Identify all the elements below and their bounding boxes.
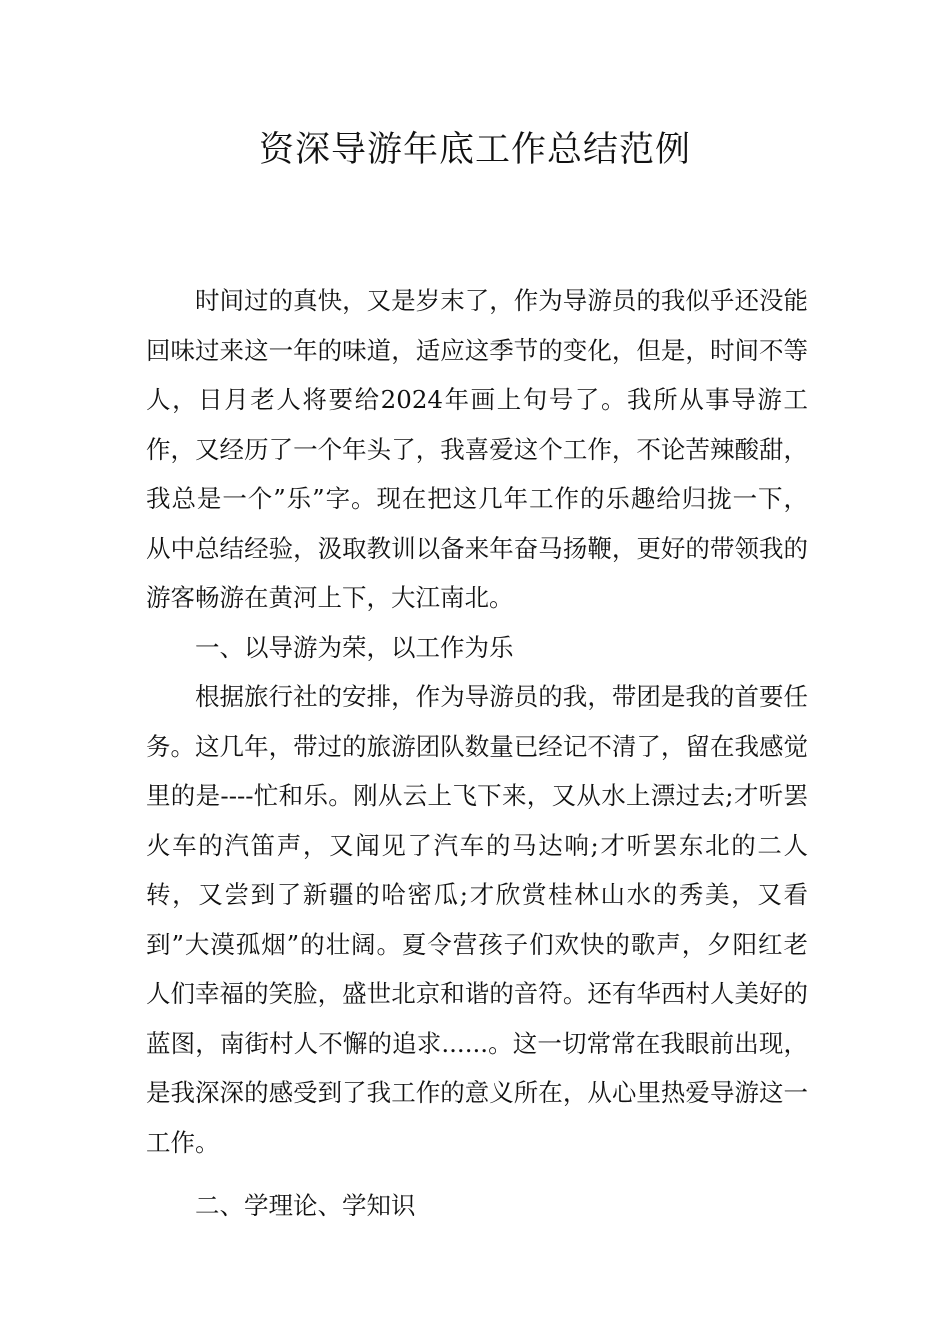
document-title: 资深导游年底工作总结范例 <box>258 130 691 170</box>
paragraph-section-1: 根据旅行社的安排，作为导游员的我，带团是我的首要任务。这几年，带过的旅游团队数量已经记不清了，留在我感觉里的是----忙和乐。刚从云上飞下来，又从水上漂过去;才听罢火车的汽笛声，又闻见了汽车的马达响;才听罢东北的二人转，又尝到了新疆的哈密瓜;才欣赏桂林山水的秀美，又看到”大漠孤烟”的壮阔。夏令营孩子们欢快的歌声，夕阳红老人们幸福的笑脸，盛世北京和谐的音符。还有华西村人美好的蓝图，南街村人不懈的追求......。这一切常常在我眼前出现，是我深深的感受到了我工作的意义所在，从心里热爱导游这一工作。 <box>146 682 808 1157</box>
paragraph-intro: 时间过的真快，又是岁末了，作为导游员的我似乎还没能回味过来这一年的味道，适应这季节的变化，但是，时间不等人，日月老人将要给2024年画上句号了。我所从事导游工作，又经历了一个年头了，我喜爱这个工作，不论苦辣酸甜，我总是一个”乐”字。现在把这几年工作的乐趣给归拢一下，从中总结经验，汲取教训以备来年奋马扬鞭，更好的带领我的游客畅游在黄河上下，大江南北。 <box>146 286 808 612</box>
document-body <box>146 276 808 1231</box>
section-heading-1: 一、以导游为荣，以工作为乐 <box>195 632 514 662</box>
section-heading-2: 二、学理论、学知识 <box>195 1191 416 1220</box>
